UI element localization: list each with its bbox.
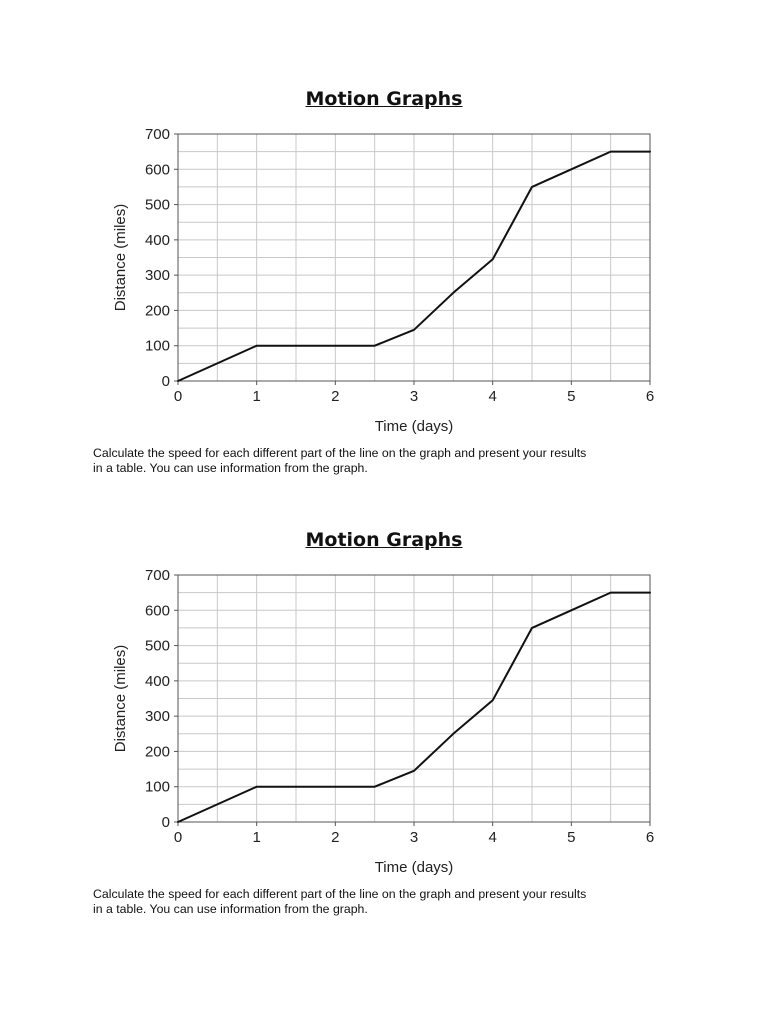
y-tick-label: 400 (144, 672, 170, 690)
y-tick-label: 600 (144, 161, 170, 179)
x-tick-label: 1 (252, 829, 261, 846)
caption-line: Calculate the speed for each different part of the line on the graph and present your results (93, 446, 587, 460)
y-tick-label: 500 (144, 637, 170, 655)
y-tick-label: 0 (161, 814, 170, 831)
instruction-caption (93, 887, 683, 917)
x-axis-title: Time (days) (374, 859, 454, 876)
x-tick-label: 0 (173, 388, 183, 405)
y-tick-label: 600 (144, 602, 170, 620)
x-tick-label: 3 (409, 388, 419, 405)
y-tick-label: 700 (144, 126, 170, 143)
y-tick-label: 0 (161, 373, 170, 390)
x-tick-label: 0 (173, 829, 183, 846)
x-tick-label: 6 (645, 829, 655, 846)
caption-line: in a table. You can use information from the graph. (93, 902, 368, 916)
x-tick-label: 5 (567, 829, 576, 846)
distance-time-chart (0, 126, 768, 446)
x-tick-label: 3 (409, 829, 419, 846)
x-tick-label: 4 (488, 829, 497, 846)
y-tick-label: 100 (144, 337, 170, 355)
y-axis-title: Distance (miles) (112, 203, 129, 312)
x-axis-title: Time (days) (374, 418, 454, 435)
y-axis-title: Distance (miles) (112, 644, 129, 753)
caption-line: Calculate the speed for each different part of the line on the graph and present your results (93, 887, 587, 901)
instruction-caption (93, 446, 683, 476)
y-tick-label: 300 (144, 267, 170, 285)
distance-time-chart (0, 567, 768, 887)
x-tick-label: 2 (331, 388, 340, 405)
y-tick-label: 400 (144, 231, 170, 249)
y-tick-label: 200 (144, 302, 170, 320)
caption-line: in a table. You can use information from the graph. (93, 461, 368, 475)
y-tick-label: 300 (144, 708, 170, 726)
y-tick-label: 100 (144, 778, 170, 796)
section-heading: Motion Graphs (305, 529, 463, 551)
x-tick-label: 2 (331, 829, 340, 846)
y-tick-label: 200 (144, 743, 170, 761)
x-tick-label: 4 (488, 388, 497, 405)
section-heading: Motion Graphs (305, 88, 463, 110)
x-tick-label: 1 (252, 388, 261, 405)
y-tick-label: 700 (144, 567, 170, 584)
x-tick-label: 5 (567, 388, 576, 405)
y-tick-label: 500 (144, 196, 170, 214)
x-tick-label: 6 (645, 388, 655, 405)
